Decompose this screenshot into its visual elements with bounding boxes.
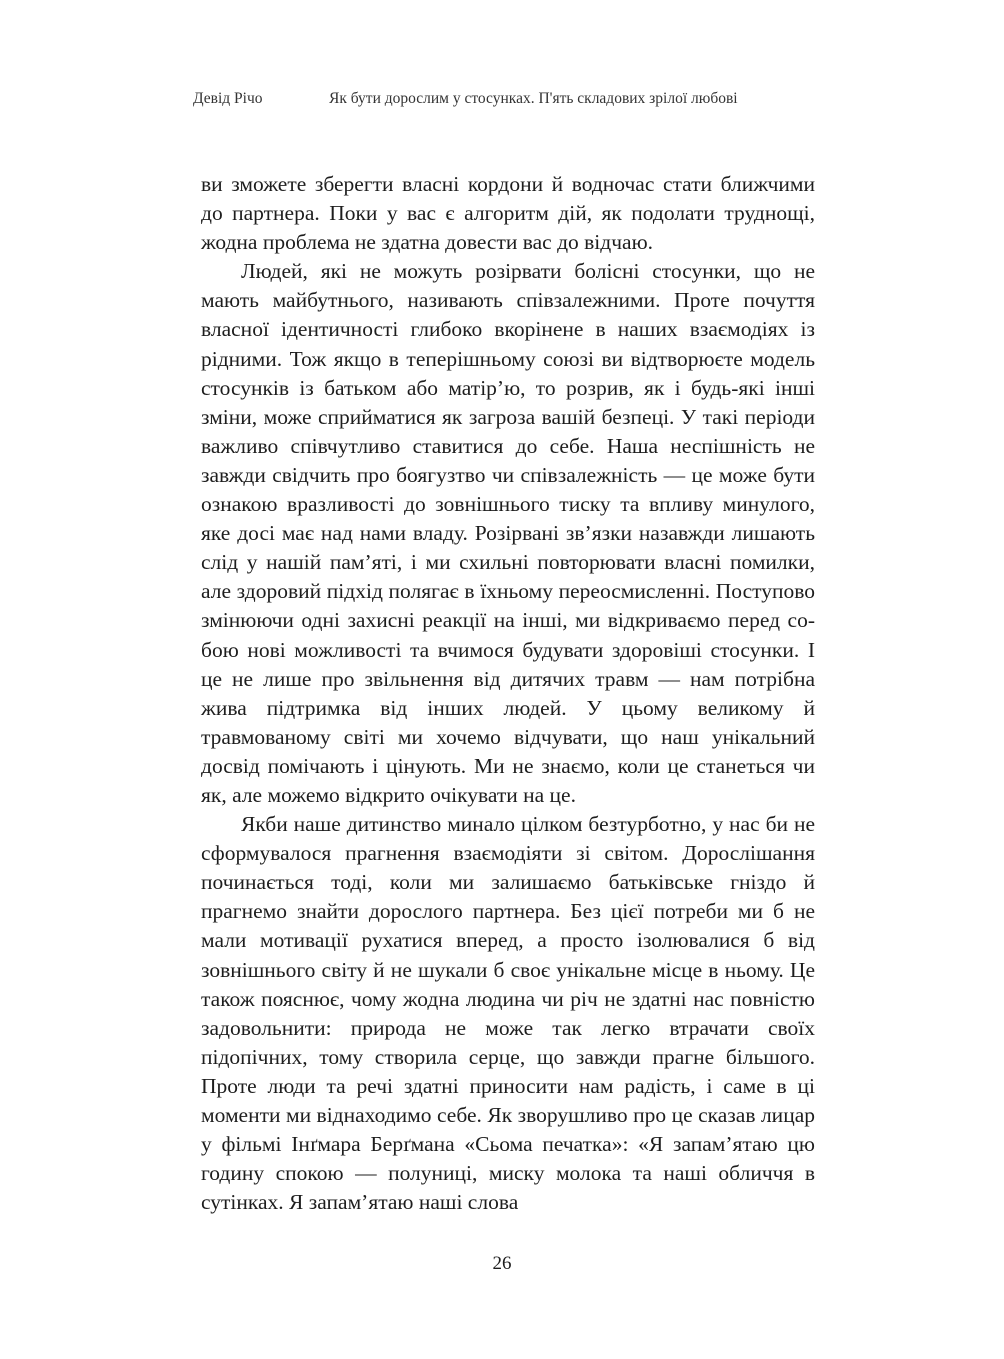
- paragraph: Якби наше дитинство минало цілком безтурботно, у нас би не сформувалося прагнення взаємодіяти зі світом. Дорослішання починається тоді, коли ми залишаємо батьківське гніздо й прагнемо знайти дорослого партнера. Без цієї потреби ми б не мали мотивації рухатися вперед, а просто ізолювалися б від зовнішнього світу й не шукали б своє унікальне місце в ньому. Це також пояснює, чому жодна людина чи річ не здатні нас повністю задовольнити: природа не може так легко втрачати своїх підопічних, тому створила серце, що завжди прагне більшого. Проте люди та речі здатні приносити нам радість, і саме в ці моменти ми віднаходимо себе. Як зворушливо про це сказав лицар у фільмі Інґмара Берґмана «Сьома печатка»: «Я запам’ятаю цю годину спокою — полуниці, миску молока та наші обличчя в сутінках. Я запам’ятаю наші слова: [201, 812, 815, 1215]
- header-book-title: Як бути дорослим у стосунках. П'ять складових зрілої любові: [329, 90, 738, 107]
- header-author: Девід Річо: [193, 90, 263, 107]
- page-number: 26: [492, 1253, 512, 1274]
- paragraph: Людей, які не можуть розірвати болісні стосунки, що не мають майбутнього, називають співзалежними. Проте почуття власної ідентичності глибоко вкорінене в наших взаємодіях із рідними. Тож якщо в теперішньому союзі ви відтворюєте модель стосунків із батьком або матір’ю, то розрив, як і будь-які інші зміни, може сприйматися як загроза вашій безпеці. У такі періоди важливо співчутливо ставитися до себе. Наша неспішність не завжди свідчить про боягузтво чи співзалежність — це може бути ознакою вразливості до зовнішнього тиску та впливу минулого, яке досі має над нами владу. Розірвані зв’язки назавжди лишають слід у нашій пам’яті, і ми схильні повторювати власні помилки, але здоровий підхід полягає в їхньому переосмисленні. Поступово змінюючи одні захисні реакції на інші, ми відкриваємо перед собою нові можливості та вчимося будувати здоровіші стосунки. І це не лише про звільнення від дитячих травм — нам потрібна жива підтримка від інших людей. У цьому великому й травмованому світі ми хочемо відчувати, що наш унікальний досвід помічають і цінують. Ми не знаємо, коли це станеться чи як, але можемо відкрито очікувати на це.: [201, 259, 815, 807]
- paragraph-continuation: ви зможете зберегти власні кордони й водночас стати ближчими до партнера. Поки у вас є алгоритм дій, як подолати труднощі, жодна проблема не здатна довести вас до відчаю.: [201, 172, 815, 255]
- body-text: [201, 170, 815, 1217]
- running-header: [193, 90, 813, 114]
